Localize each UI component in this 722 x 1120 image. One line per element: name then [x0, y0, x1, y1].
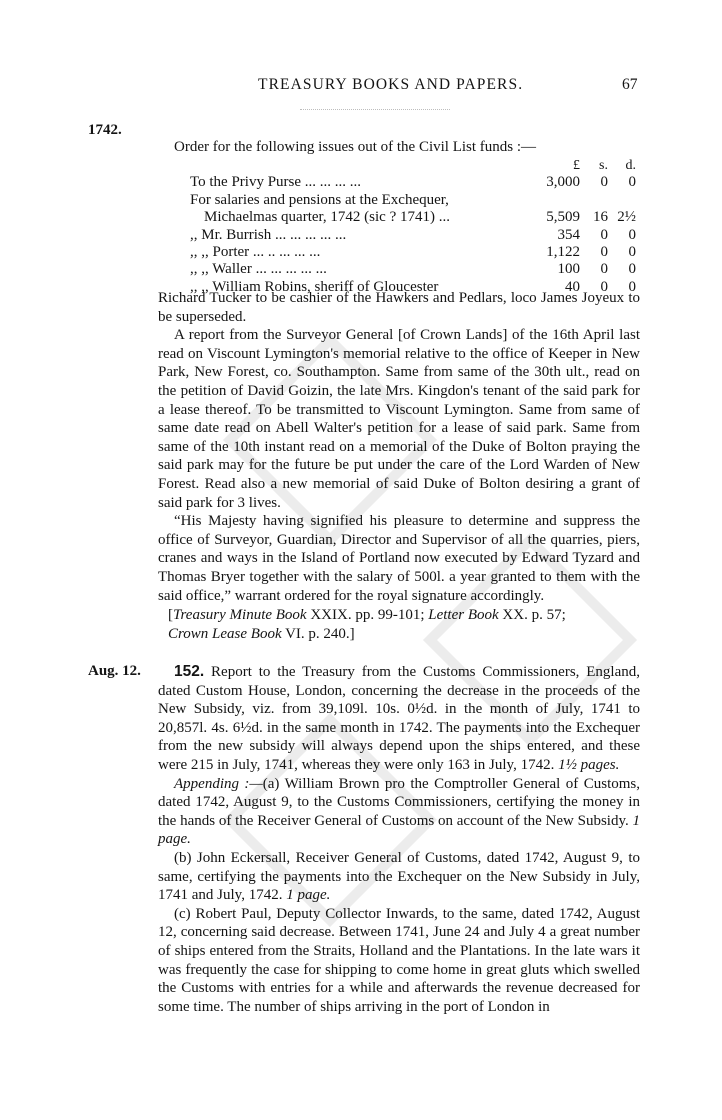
account-pounds: 3,000	[546, 174, 580, 191]
account-shillings: 0	[600, 261, 608, 278]
margin-entry-date: Aug. 12.	[88, 663, 141, 679]
account-pounds: 5,509	[546, 209, 580, 226]
appending-item-a	[158, 775, 640, 849]
paragraph: A report from the Surveyor General [of Crown Lands] of the 16th April last read on Viscount Lymington's memorial relative to the office of Keeper in New Park, New Forest, co. Southampton. Same from same of the 30th ult., read on the petition of David Goizin, the late Mrs. Kingdon's tenant of the said park for a lease thereof. To be transmitted to Viscount Lymington. Same from same of same date read on Abell Walter's petition for a lease of said park. Same from same of the 10th instant read on a memorial of the Duke of Bolton praying the said park may for the future be put under the care of the Lord Warden of New Forest. Read also a new memorial of said Duke of Bolton desiring a grant of said park for 3 lives.	[158, 327, 640, 511]
account-label: ,, ,, Porter ... .. ... ... ...	[190, 243, 321, 260]
account-pounds: 40	[565, 278, 580, 295]
entry-152	[158, 663, 640, 1016]
entry-report-pages: 1½ pages.	[558, 756, 620, 773]
appending-label: Appending :—	[174, 775, 263, 792]
citation-open: [	[168, 607, 173, 624]
running-title: TREASURY BOOKS AND PAPERS.	[258, 76, 524, 93]
appending-item-c: (c) Robert Paul, Deputy Collector Inwards, to the same, dated 1742, August 12, concerning said decrease. Between 1741, June 24 and July 4 a great number of ships entered from the Straits, Holland and the Plantations. In the late wars it was frequently the case for shipping to come home in great gluts which swelled the Customs with entries for a while and afterwards the revenue decreased for some time. The number of ships arriving in the port of London in	[158, 905, 640, 1015]
account-row	[158, 174, 640, 191]
col-shillings-header: s.	[599, 158, 608, 173]
account-row	[158, 192, 640, 209]
appending-item-b	[158, 849, 640, 905]
account-shillings: 0	[600, 174, 608, 191]
margin-year: 1742.	[88, 122, 122, 138]
account-shillings: 0	[600, 278, 608, 295]
source-citation	[158, 606, 640, 643]
appending-item-b-text: (b) John Eckersall, Receiver General of Customs, dated 1742, August 9, to same, certifying the payments into the Exchequer on the New Subsidy in July, 1741 and July, 1742.	[158, 849, 640, 904]
page-number: 67	[622, 76, 638, 93]
account-label: Michaelmas quarter, 1742 (sic ? 1741) ...	[204, 209, 450, 226]
entry-report	[158, 663, 640, 775]
entry-report-text: Report to the Treasury from the Customs Commissioners, England, dated Custom House, London, concerning the decrease in the proceeds of the New Subsidy, viz. from 39,109l. 10s. 0½d. in the month of July, 1741 to 20,857l. 4s. 6½d. in the same month in 1742. The payments into the Exchequer from the new subsidy will always depend upon the ships entered, and these were 215 in July, 1741, whereas they were only 163 in July, 1742.	[158, 664, 641, 773]
account-label: ,, Mr. Burrish ... ... ... ... ...	[190, 226, 347, 243]
accounts-table	[158, 157, 640, 296]
citation-ref: XXIX. pp. 99-101;	[306, 607, 429, 624]
account-label: ,, ,, William Robins, sheriff of Gloucester	[190, 278, 439, 295]
account-shillings: 0	[600, 243, 608, 260]
citation-ref: XX. p. 57;	[498, 607, 566, 624]
account-pence: 2½	[617, 209, 636, 226]
account-row	[158, 244, 640, 261]
appending-item-a-text: (a) William Brown pro the Comptroller General of Customs, dated 1742, August 9, to the Customs Commissioners, certifying the money in the hands of the Receiver General of Customs on account of the New Subsidy.	[158, 775, 640, 829]
account-pence: 0	[628, 278, 636, 295]
entries-1742	[158, 289, 640, 643]
account-label: For salaries and pensions at the Exchequer,	[190, 191, 449, 208]
account-pence: 0	[628, 243, 636, 260]
account-row	[158, 227, 640, 244]
account-shillings: 0	[600, 226, 608, 243]
citation-book: Letter Book	[428, 607, 499, 624]
account-pence: 0	[628, 226, 636, 243]
col-pence-header: d.	[625, 158, 636, 173]
account-label: To the Privy Purse ... ... ... ...	[190, 174, 362, 191]
citation-book: Treasury Minute Book	[173, 607, 307, 624]
account-pence: 0	[628, 261, 636, 278]
entry-number: 152.	[174, 663, 205, 680]
paragraph: Richard Tucker to be cashier of the Hawkers and Pedlars, loco James Joyeux to be superseded.	[158, 290, 640, 325]
paragraph: “His Majesty having signified his pleasure to determine and suppress the office of Surveyor, Guardian, Director and Supervisor of all the quarries, piers, cranes and ways in the Island of Portland now executed by Edward Tyzard and Thomas Bryer together with the salary of 500l. a year granted to them with the said office,” warrant ordered for the royal signature accordingly.	[158, 513, 640, 604]
account-label: ,, ,, Waller ... ... ... ... ...	[190, 261, 327, 278]
account-pounds: 354	[557, 226, 580, 243]
account-pounds: 100	[557, 261, 580, 278]
order-intro	[158, 138, 640, 157]
accounts-header-row	[158, 157, 640, 174]
header-rule	[300, 109, 450, 111]
order-intro-text: Order for the following issues out of the Civil List funds :—	[174, 139, 537, 155]
account-pounds: 1,122	[546, 243, 580, 260]
item-pages: 1 page.	[158, 812, 640, 848]
citation-book: Crown Lease Book	[168, 625, 282, 642]
item-pages: 1 page.	[286, 887, 331, 904]
account-row	[158, 209, 640, 226]
account-pence: 0	[628, 174, 636, 191]
col-pounds-header: £	[573, 158, 580, 173]
account-row	[158, 261, 640, 278]
citation-ref: VI. p. 240.]	[281, 625, 355, 642]
account-shillings: 16	[593, 209, 608, 226]
